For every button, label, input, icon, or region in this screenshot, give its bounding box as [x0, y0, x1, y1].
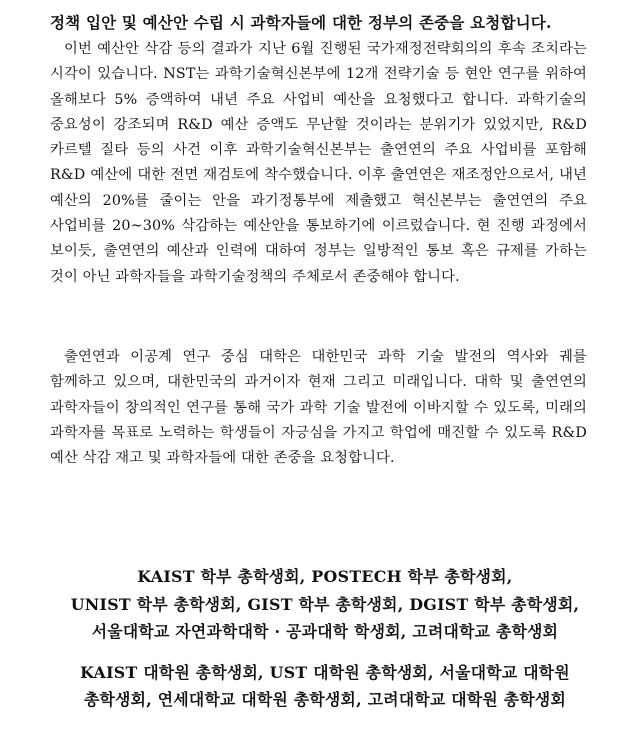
- signatory-line-undergrad-3: 서울대학교 자연과학대학 · 공과대학 학생회, 고려대학교 총학생회: [91, 622, 559, 641]
- signatory-spacer: [40, 646, 610, 659]
- signatories-block: [40, 563, 610, 714]
- statement-heading: 정책 입안 및 예산안 수립 시 과학자들에 대한 정부의 존중을 요청합니다.: [50, 13, 552, 32]
- signatory-line-undergrad-2: UNIST 학부 총학생회, GIST 학부 총학생회, DGIST 학부 총학생회,: [70, 594, 580, 614]
- signatory-line-graduate-2: 총학생회, 연세대학교 대학원 총학생회, 고려대학교 대학원 총학생회: [83, 690, 567, 709]
- signatory-line-undergrad-1: KAIST 학부 총학생회, POSTECH 학부 총학생회,: [137, 567, 513, 586]
- paragraph-request: 출연연과 이공계 연구 중심 대학은 대한민국 과학 기술 발전의 역사와 궤를 함께하고 있으며, 대한민국의 과거이자 현재 그리고 미래입니다. 대학 및 출연연의 과학자들이 창의적인 연구를 통해 국가 과학 기술 발전에 이바지할 수 있도록, 미래의 과학자를 목표로 노력하는 학생들이 자긍심을 가지고 학업에 매진할 수 있도록 R&D 예산 삭감 재고 및 과학자들에 대한 존중을 요청합니다.: [50, 349, 587, 467]
- paragraph-budget-context: 이번 예산안 삭감 등의 결과가 지난 6월 진행된 국가재정전략회의의 후속 조치라는 시각이 있습니다. NST는 과학기술혁신본부에 12개 전략기술 등 현안 연구를 위하여 올해보다 5% 증액하여 내년 주요 사업비 예산을 요청했다고 합니다. 과학기술의 중요성이 강조되며 R&D 예산 증액도 무난할 것이라는 분위기가 있었지만, R&D 카르텔 질타 등의 사건 이후 과학기술혁신본부는 출연연의 주요 사업비를 포함해 R&D 예산에 대한 전면 재검토에 착수했습니다. 이후 출연연은 재조정안으로서, 내년 예산의 20%를 줄이는 안을 과기정통부에 제출했고 혁신본부는 출연연의 주요 사업비를 20~30% 삭감하는 예산안을 통보하기에 이르렀습니다. 현 진행 과정에서 보이듯, 출연연의 예산과 인력에 대하여 정부는 일방적인 통보 혹은 규제를 가하는 것이 아닌 과학자들을 과학기술정책의 주체로서 존중해야 합니다.: [50, 41, 587, 285]
- signatory-line-graduate-1: KAIST 대학원 총학생회, UST 대학원 총학생회, 서울대학교 대학원: [80, 662, 570, 682]
